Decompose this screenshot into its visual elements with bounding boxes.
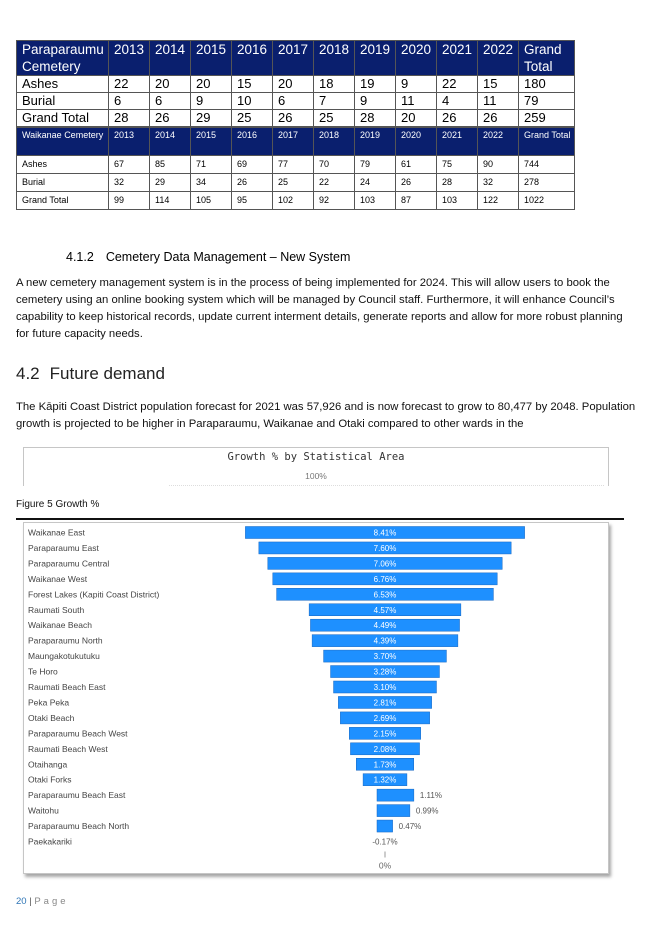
waikanae-table-cell: 28 — [437, 174, 478, 192]
waikanae-table-header-cell: Grand Total — [519, 128, 575, 156]
paraparaumu-table-cell: 9 — [355, 93, 396, 110]
paraparaumu-table-header-cell: 2020 — [396, 41, 437, 76]
waikanae-table-cell: Grand Total — [17, 192, 109, 210]
chart-value-label: 7.06% — [373, 559, 397, 569]
waikanae-table-cell: 29 — [150, 174, 191, 192]
waikanae-table-cell: 32 — [478, 174, 519, 192]
paraparaumu-table-header-cell: 2022 — [478, 41, 519, 76]
chart-category-label: Forest Lakes (Kapiti Coast District) — [28, 589, 160, 600]
paraparaumu-table-cell: 9 — [396, 76, 437, 93]
chart-category-label: Otaki Beach — [28, 712, 75, 723]
chart-value-label: 2.08% — [373, 744, 397, 754]
horizontal-rule — [16, 518, 624, 520]
chart-bar — [377, 820, 393, 832]
chart-category-label: Maungakotukutuku — [28, 651, 100, 662]
section-4-1-2-heading — [66, 250, 350, 264]
chart-value-label: 1.11% — [419, 791, 442, 801]
waikanae-table-cell: Burial — [17, 174, 109, 192]
waikanae-table-cell: 95 — [232, 192, 273, 210]
waikanae-table-row — [17, 156, 575, 174]
paraparaumu-table-cell: 7 — [314, 93, 355, 110]
chart-category-label: Peka Peka — [28, 697, 70, 708]
paraparaumu-table-cell: 22 — [109, 76, 150, 93]
growth-chart-svg — [24, 523, 608, 873]
waikanae-table-header-cell: 2013 — [109, 128, 150, 156]
chart-category-label: Paraparaumu Beach West — [28, 728, 128, 739]
waikanae-table-cell: 26 — [232, 174, 273, 192]
waikanae-table-cell: 34 — [191, 174, 232, 192]
waikanae-table-header-row — [17, 128, 575, 156]
chart-value-label: 2.69% — [373, 713, 397, 723]
waikanae-table-cell: 105 — [191, 192, 232, 210]
waikanae-table-cell: 102 — [273, 192, 314, 210]
paraparaumu-table-header-cell: 2014 — [150, 41, 191, 76]
chart-value-label: 7.60% — [373, 543, 397, 553]
chart-value-label: 0.47% — [398, 822, 422, 832]
waikanae-table-cell: 61 — [396, 156, 437, 174]
section-4-1-2-number: 4.1.2 — [66, 250, 94, 264]
paraparaumu-table-cell: 15 — [232, 76, 273, 93]
paraparaumu-table-cell: 20 — [273, 76, 314, 93]
paraparaumu-table-cell: 10 — [232, 93, 273, 110]
waikanae-table-cell: 24 — [355, 174, 396, 192]
paraparaumu-table-cell: 20 — [191, 76, 232, 93]
chart-value-label: 3.10% — [373, 683, 397, 692]
waikanae-table-cell: 77 — [273, 156, 314, 174]
paraparaumu-table-cell: 28 — [355, 110, 396, 127]
paraparaumu-table-cell: Ashes — [17, 76, 109, 93]
section-4-2-heading — [16, 364, 165, 384]
paraparaumu-table-header-row — [17, 41, 575, 76]
waikanae-table-cell: 99 — [109, 192, 150, 210]
paraparaumu-table-cell: 26 — [273, 110, 314, 127]
waikanae-table-header-cell: 2018 — [314, 128, 355, 156]
paraparaumu-table-cell: 25 — [314, 110, 355, 127]
waikanae-table-header-cell: 2019 — [355, 128, 396, 156]
paraparaumu-table-cell: 18 — [314, 76, 355, 93]
paraparaumu-table-cell: 20 — [396, 110, 437, 127]
waikanae-table-header-cell: 2021 — [437, 128, 478, 156]
waikanae-cemetery-table — [16, 127, 575, 210]
chart-value-label: 2.15% — [373, 729, 397, 739]
paraparaumu-table-cell: 25 — [232, 110, 273, 127]
waikanae-table-cell: 92 — [314, 192, 355, 210]
paraparaumu-table-cell: 79 — [519, 93, 575, 110]
paraparaumu-table-cell: 26 — [437, 110, 478, 127]
paraparaumu-table-row — [17, 76, 575, 93]
waikanae-table-cell: 90 — [478, 156, 519, 174]
chart-value-label: -0.17% — [372, 837, 398, 847]
paraparaumu-table-cell: 28 — [109, 110, 150, 127]
paraparaumu-table-cell: 6 — [109, 93, 150, 110]
paraparaumu-table-cell: 180 — [519, 76, 575, 93]
footer-separator: | — [26, 896, 35, 907]
paraparaumu-table-cell: Burial — [17, 93, 109, 110]
paraparaumu-table-cell: 4 — [437, 93, 478, 110]
waikanae-table-cell: 1022 — [519, 192, 575, 210]
waikanae-table-cell: 67 — [109, 156, 150, 174]
chart-value-label: 3.70% — [373, 652, 397, 662]
waikanae-table-header-cell: Waikanae Cemetery — [17, 128, 109, 156]
waikanae-table-cell: 278 — [519, 174, 575, 192]
waikanae-table-cell: 122 — [478, 192, 519, 210]
paraparaumu-table-header-cell: 2018 — [314, 41, 355, 76]
chart-value-label: 2.81% — [373, 698, 397, 708]
waikanae-table-header-cell: 2015 — [191, 128, 232, 156]
paraparaumu-table-row — [17, 110, 575, 127]
chart-category-label: Raumati South — [28, 604, 85, 615]
chart-category-label: Otaki Forks — [28, 774, 72, 785]
waikanae-table-cell: 85 — [150, 156, 191, 174]
paraparaumu-table-cell: 20 — [150, 76, 191, 93]
chart-header-snippet — [23, 447, 609, 486]
paraparaumu-table-cell: 6 — [150, 93, 191, 110]
paraparaumu-table-cell: 29 — [191, 110, 232, 127]
page-footer — [16, 896, 69, 907]
paraparaumu-table-header-cell: Paraparaumu Cemetery — [17, 41, 109, 76]
chart-value-label: 8.41% — [373, 528, 397, 538]
chart-value-label: 1.32% — [373, 775, 397, 785]
paraparaumu-table-header-cell: 2019 — [355, 41, 396, 76]
waikanae-table-cell: Ashes — [17, 156, 109, 174]
waikanae-table-header-cell: 2020 — [396, 128, 437, 156]
waikanae-table-cell: 22 — [314, 174, 355, 192]
waikanae-table-header-cell: 2016 — [232, 128, 273, 156]
waikanae-table-cell: 114 — [150, 192, 191, 210]
paraparaumu-table-cell: 11 — [478, 93, 519, 110]
chart-header-gridline — [169, 485, 604, 486]
paraparaumu-table-header-cell: 2021 — [437, 41, 478, 76]
paraparaumu-table-header-cell: 2017 — [273, 41, 314, 76]
chart-value-label: 6.53% — [373, 590, 397, 600]
chart-value-label: 1.73% — [373, 760, 397, 770]
chart-category-label: Paraparaumu Beach North — [28, 821, 130, 832]
chart-bar — [377, 805, 410, 817]
chart-category-label: Waitohu — [28, 805, 59, 816]
waikanae-table-cell: 70 — [314, 156, 355, 174]
chart-bar — [377, 789, 414, 801]
chart-category-label: Raumati Beach West — [28, 743, 108, 754]
paraparaumu-table-cell: 11 — [396, 93, 437, 110]
paraparaumu-table-header-cell: 2015 — [191, 41, 232, 76]
paraparaumu-table-cell: 26 — [478, 110, 519, 127]
section-4-1-2-body: A new cemetery management system is in the process of being implemented for 2024. This will allow users to book the cemetery using an online booking system which will be managed by Council staff. Furthermore, it will enhance Council’s capability to keep historical records, update current interment details, generate reports and allow for more robust planning for future capacity needs. — [16, 277, 623, 340]
section-4-1-2-title: Cemetery Data Management – New System — [105, 250, 351, 264]
paraparaumu-table-header-cell: 2016 — [232, 41, 273, 76]
chart-value-label: 0.99% — [415, 806, 439, 816]
waikanae-table-cell: 744 — [519, 156, 575, 174]
chart-category-label: Otaihanga — [28, 759, 68, 770]
chart-category-label: Te Horo — [28, 666, 58, 677]
waikanae-table-header-cell: 2017 — [273, 128, 314, 156]
waikanae-table-cell: 87 — [396, 192, 437, 210]
chart-category-label: Paekakariki — [28, 836, 72, 847]
chart-category-label: Paraparaumu Central — [28, 558, 110, 569]
chart-category-label: Waikanae West — [28, 573, 88, 584]
paraparaumu-table-header-cell: Grand Total — [519, 41, 575, 76]
waikanae-table-cell: 79 — [355, 156, 396, 174]
waikanae-table-row — [17, 174, 575, 192]
chart-category-label: Waikanae Beach — [28, 620, 92, 631]
chart-category-label: Raumati Beach East — [28, 682, 106, 692]
chart-header-title: Growth % by Statistical Area — [227, 451, 405, 463]
paraparaumu-table-cell: 22 — [437, 76, 478, 93]
waikanae-table-cell: 103 — [437, 192, 478, 210]
paraparaumu-table-cell: 9 — [191, 93, 232, 110]
chart-axis-label: 0% — [378, 860, 392, 871]
waikanae-table-header-cell: 2014 — [150, 128, 191, 156]
paraparaumu-table-header-cell: 2013 — [109, 41, 150, 76]
chart-category-label: Paraparaumu Beach East — [28, 790, 126, 801]
waikanae-table-cell: 71 — [191, 156, 232, 174]
paraparaumu-table-cell: 259 — [519, 110, 575, 127]
figure-caption: Figure 5 Growth % — [16, 499, 100, 510]
paraparaumu-table-row — [17, 93, 575, 110]
page-number: 20 — [16, 896, 27, 907]
section-4-2-title: Future demand — [49, 364, 165, 383]
section-4-2-number: 4.2 — [16, 364, 40, 383]
paraparaumu-cemetery-table — [16, 40, 575, 127]
growth-chart — [23, 522, 609, 874]
page-word: Page — [34, 896, 69, 907]
paraparaumu-table-cell: 15 — [478, 76, 519, 93]
waikanae-table-cell: 32 — [109, 174, 150, 192]
paraparaumu-table-cell: 6 — [273, 93, 314, 110]
chart-category-label: Paraparaumu East — [28, 542, 99, 553]
chart-value-label: 6.76% — [373, 574, 397, 584]
chart-category-label: Waikanae East — [28, 527, 85, 538]
chart-category-label: Paraparaumu North — [28, 635, 103, 646]
chart-value-label: 4.39% — [373, 636, 397, 646]
chart-value-label: 4.49% — [373, 621, 397, 631]
section-4-2-body: The Kāpiti Coast District population forecast for 2021 was 57,926 and is now forecast to grow to 80,477 by 2048. Population growth is projected to be higher in Paraparaumu, Waikanae and Otaki compared to other wards in the — [16, 401, 636, 430]
waikanae-table-row — [17, 192, 575, 210]
chart-value-label: 3.28% — [373, 667, 397, 677]
waikanae-table-header-cell: 2022 — [478, 128, 519, 156]
paraparaumu-table-cell: 19 — [355, 76, 396, 93]
chart-header-axis-label: 100% — [305, 471, 327, 481]
paraparaumu-table-cell: 26 — [150, 110, 191, 127]
waikanae-table-cell: 25 — [273, 174, 314, 192]
waikanae-table-cell: 75 — [437, 156, 478, 174]
waikanae-table-cell: 103 — [355, 192, 396, 210]
paraparaumu-table-cell: Grand Total — [17, 110, 109, 127]
chart-value-label: 4.57% — [373, 605, 397, 615]
waikanae-table-cell: 26 — [396, 174, 437, 192]
waikanae-table-cell: 69 — [232, 156, 273, 174]
